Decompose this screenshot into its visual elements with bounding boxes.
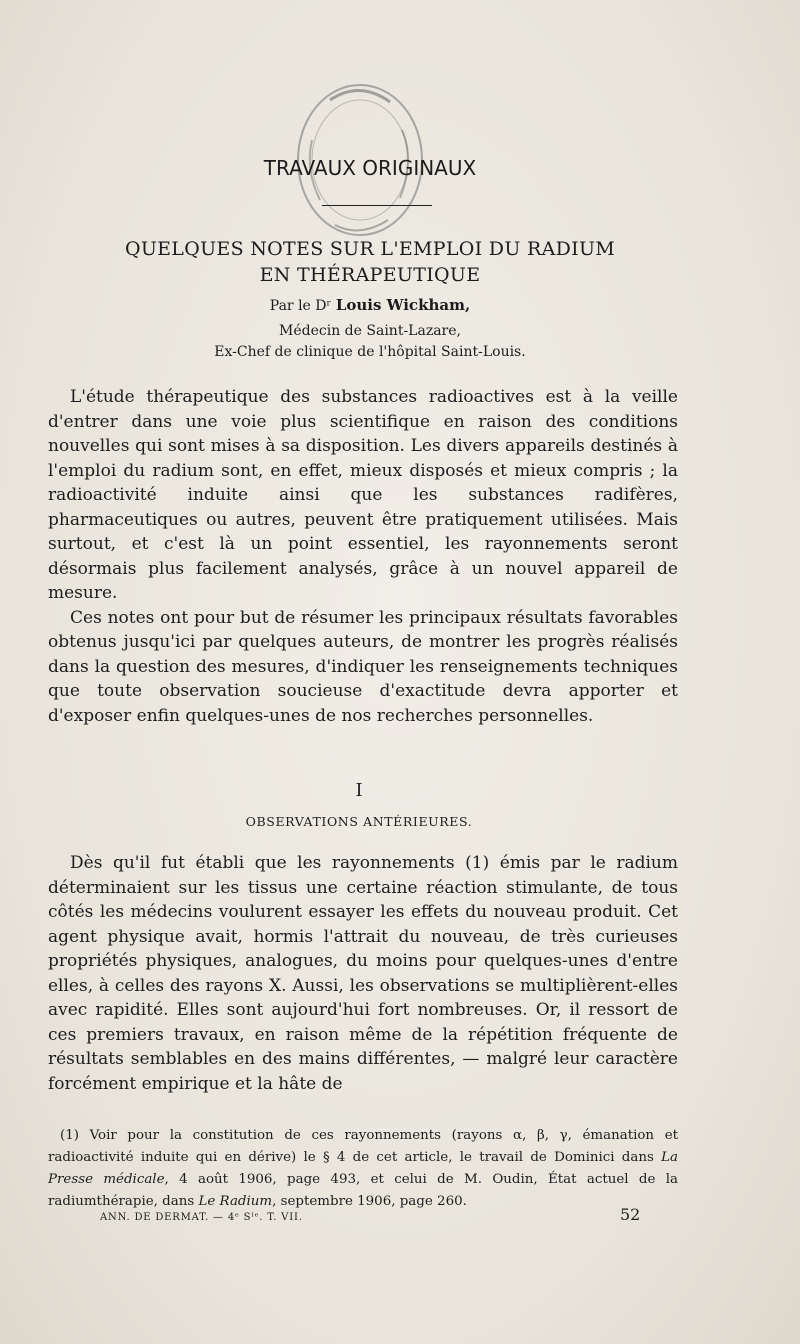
- intro-body: [48, 385, 678, 728]
- footnote-text-b: , 4 août 1906, page 493, et celui de M. Oudin, État actuel de la radiumthérapie, dans: [48, 1172, 678, 1209]
- heading-rule: [322, 205, 432, 206]
- affiliation-1: Médecin de Saint-Lazare,: [279, 323, 461, 339]
- part-title: OBSERVATIONS ANTÉRIEURES.: [245, 814, 473, 829]
- article-title: [0, 236, 740, 288]
- paragraph-2: Ces notes ont pour but de résumer les principaux résultats favorables obtenus jusqu'ici par quelques auteurs, de montrer les progrès réalisés dans la question des mesures, d'indiquer les renseignements techniques que toute observation soucieuse d'exactitude devra apporter et d'exposer enfin quelques-unes de nos recherches personnelles.: [48, 607, 678, 726]
- paragraph-3: Dès qu'il fut établi que les rayonnements (1) émis par le radium déterminaient sur les tissus une certaine réaction stimulante, de tous côtés les médecins voulurent essayer les effets du nouveau produit. Cet agent physique avait, hormis l'attrait du nouveau, de très curieuses propriétés physiques, analogues, du moins pour quelques-unes d'entre elles, à celles des rayons X. Aussi, les observations se multiplièrent-elles avec rapidité. Elles sont aujourd'hui fort nombreuses. Or, il ressort de ces premiers travaux, en raison même de la répétition fréquente de résultats semblables en des mains différentes, — malgré leur caractère forcément empirique et la hâte de: [48, 853, 678, 1094]
- journal-reference: ANN. DE DERMAT. — 4ᵉ Sᴵᵉ. T. VII.: [100, 1212, 303, 1223]
- affiliation-2: Ex-Chef de clinique de l'hôpital Saint-Louis.: [214, 344, 526, 360]
- title-line-2: EN THÉRAPEUTIQUE: [259, 264, 481, 286]
- byline-prefix: Par le Dʳ: [269, 298, 332, 314]
- footnote-text-c: , septembre 1906, page 260.: [272, 1194, 467, 1209]
- footnote-journal-1: La Presse médicale: [48, 1150, 678, 1187]
- section-heading: TRAVAUX ORIGINAUX: [263, 156, 477, 180]
- footnote-text-a: Voir pour la constitution de ces rayonnements (rayons α, β, γ, émanation et radioactivité induite qui en dérive) le § 4 de cet article, le travail de Dominici dans: [48, 1128, 678, 1165]
- byline: [0, 296, 740, 314]
- author-name: Louis Wickham,: [335, 296, 471, 314]
- paragraph-1: L'étude thérapeutique des substances radioactives est à la veille d'entrer dans une voie plus scientifique en raison des conditions nouvelles qui sont mises à sa disposition. Les divers appareils destinés à l'emploi du radium sont, en effet, mieux disposés et mieux compris ; la radioactivité induite ainsi que les substances radifères, pharmaceutiques ou autres, peuvent être pratiquement utilisées. Mais surtout, et c'est là un point essentiel, les rayonnements seront désormais plus facilement analysés, grâce à un nouvel appareil de mesure.: [48, 387, 678, 603]
- footnote: [48, 1125, 678, 1213]
- section-body: [48, 851, 678, 1096]
- title-line-1: QUELQUES NOTES SUR L'EMPLOI DU RADIUM: [124, 238, 616, 260]
- footnote-journal-2: Le Radium: [198, 1194, 273, 1209]
- page-number: 52: [620, 1205, 641, 1224]
- footnote-marker: (1): [60, 1128, 79, 1143]
- part-number: I: [355, 780, 363, 801]
